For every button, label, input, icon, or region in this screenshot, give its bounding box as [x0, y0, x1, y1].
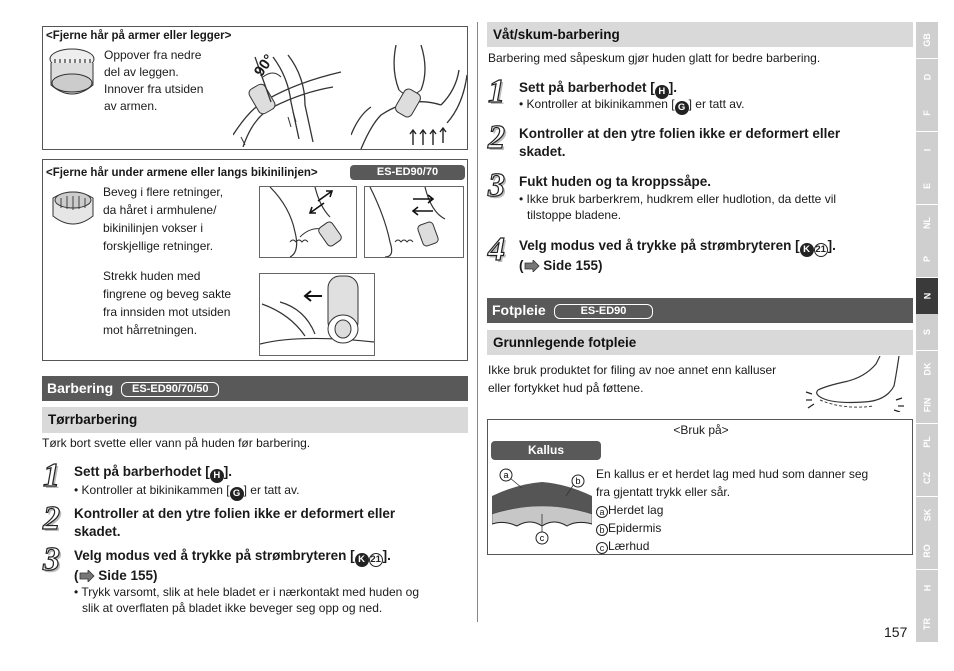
language-tab-h[interactable]: H — [916, 570, 938, 606]
language-tab-tr[interactable]: TR — [916, 606, 938, 642]
epilator-cap-illustration — [49, 186, 97, 232]
language-tab-gb[interactable]: GB — [916, 22, 938, 58]
dry-step-3: Velg modus ved å trykke på strømbryteren [ K 21 ]. ( Side 155) — [74, 548, 391, 583]
callus-badge: Kallus — [491, 441, 601, 460]
language-tab-nl[interactable]: NL — [916, 205, 938, 241]
power-switch-k-icon: K — [800, 243, 814, 257]
model-badge-ed90: ES-ED90 — [554, 304, 654, 319]
marker-c-label: c — [539, 533, 545, 543]
underarm-text-1: Beveg i flere retninger, da håret i armhulene/ bikinilinjen vokser i forskjellige retninger. — [103, 185, 224, 253]
skin-stretch-illustration — [259, 273, 375, 356]
language-tab-sk[interactable]: SK — [916, 497, 938, 533]
subheader-dry-shaving: Tørrbarbering — [42, 407, 468, 433]
underarm-illustration-1 — [259, 186, 357, 258]
barbering-title: Barbering — [47, 380, 114, 396]
language-tab-f[interactable]: F — [916, 95, 938, 131]
fotpleie-title: Fotpleie — [492, 302, 546, 318]
underarm-bikini-title: <Fjerne hår under armene eller langs bikinilinjen> — [46, 167, 318, 179]
language-tab-e[interactable]: E — [916, 168, 938, 204]
arms-legs-text: Oppover fra nedre del av leggen. Innover fra utsiden av armen. — [104, 48, 204, 113]
language-tab-n[interactable]: N — [916, 278, 938, 314]
wet-step-1: Sett på barberhodet [ H ]. — [519, 80, 678, 97]
dry-shaving-intro: Tørk bort svette eller vann på huden før barbering. — [42, 436, 311, 450]
arms-legs-title: <Fjerne hår på armer eller legger> — [46, 30, 232, 42]
language-tab-fin[interactable]: FIN — [916, 387, 938, 423]
wet-step-1-bullet: • Kontroller at bikinikammen [ G ] er tatt av. — [519, 97, 745, 113]
underarm-text-2: Strekk huden med fingrene og beveg sakte fra innsiden mot utsiden mot hårretningen. — [103, 269, 232, 337]
dry-step-1-bullet: • Kontroller at bikinikammen [ G ] er tatt av. — [74, 483, 300, 499]
subheader-wet-shaving: Våt/skum-barbering — [487, 22, 913, 47]
dry-step-3-bullet: • Trykk varsomt, slik at hele bladet er i nærkontakt med huden og slik at overflaten på bladet ikke beveger seg opp og ned. — [74, 585, 420, 615]
angle-label: 90° — [250, 51, 278, 80]
wet-step-2: Kontroller at den ytre folien ikke er deformert eller skadet. — [519, 126, 841, 159]
ref-21-icon: 21 — [370, 554, 381, 565]
arm-epilating-illustration — [351, 45, 467, 149]
model-badge-ed90-70: ES-ED90/70 — [350, 165, 465, 180]
language-tab-dk[interactable]: DK — [916, 351, 938, 387]
section-header-barbering — [42, 376, 468, 401]
legend-a: a Herdet lag — [596, 501, 868, 519]
wet-step-4: Velg modus ved å trykke på strømbryteren [ K 21 ]. ( Side 155) — [519, 238, 836, 273]
bikini-comb-g-icon: G — [675, 101, 689, 115]
dry-step-2: Kontroller at den ytre folien ikke er deformert eller skadet. — [74, 506, 396, 539]
marker-a-label: a — [503, 470, 509, 480]
arms-legs-box — [42, 26, 468, 150]
language-tabs — [916, 22, 938, 643]
language-tab-cz[interactable]: CZ — [916, 460, 938, 496]
head-h-icon: H — [655, 85, 669, 99]
wet-step-number-2: 2 — [488, 119, 505, 156]
step-number-3: 3 — [43, 541, 60, 578]
legend-b: b Epidermis — [596, 519, 868, 537]
language-tab-pl[interactable]: PL — [916, 424, 938, 460]
power-switch-k-icon: K — [355, 553, 369, 567]
language-tab-p[interactable]: P — [916, 241, 938, 277]
marker-b-label: b — [575, 476, 581, 486]
callus-description: En kallus er et herdet lag med hud som danner seg fra gjentatt trykk eller sår. a Herdet lag b Epidermis c Lærhud — [596, 467, 869, 553]
subheader-basic-footcare: Grunnlegende fotpleie — [487, 330, 913, 355]
wet-step-3-bullet: • Ikke bruk barberkrem, hudkrem eller hudlotion, da dette vil tilstoppe bladene. — [519, 192, 837, 222]
language-tab-i[interactable]: I — [916, 132, 938, 168]
wet-step-number-4: 4 — [488, 231, 505, 268]
callus-box — [487, 419, 913, 555]
language-tab-d[interactable]: D — [916, 59, 938, 95]
footcare-intro: Ikke bruk produktet for filing av noe annet enn kalluser eller fortykket hud på føttene. — [488, 363, 777, 395]
model-badge-ed90-70-50: ES-ED90/70/50 — [121, 382, 219, 397]
head-h-icon: H — [210, 469, 224, 483]
skin-layers-diagram — [492, 466, 592, 546]
page-ref-arrow-icon — [524, 260, 540, 272]
language-tab-s[interactable]: S — [916, 314, 938, 350]
leg-epilating-illustration — [233, 47, 343, 147]
wet-step-3: Fukt huden og ta kroppssåpe. — [519, 174, 712, 189]
foot-illustration — [804, 356, 912, 412]
legend-c: c Lærhud — [596, 537, 868, 555]
wet-step-number-3: 3 — [488, 167, 505, 204]
ref-21-icon: 21 — [815, 244, 826, 255]
use-on-heading: <Bruk på> — [673, 423, 729, 437]
dry-step-1: Sett på barberhodet [ H ]. — [74, 464, 233, 481]
language-tab-ro[interactable]: RO — [916, 533, 938, 569]
underarm-illustration-2 — [364, 186, 464, 258]
bikini-comb-g-icon: G — [230, 487, 244, 501]
step-number-2: 2 — [43, 500, 60, 537]
page-number: 157 — [884, 624, 908, 640]
page-ref-arrow-icon — [79, 570, 95, 582]
wet-step-number-1: 1 — [488, 73, 505, 110]
epilator-head-illustration — [47, 45, 97, 103]
wet-shaving-intro: Barbering med såpeskum gjør huden glatt for bedre barbering. — [488, 51, 821, 65]
section-header-fotpleie — [487, 298, 913, 323]
underarm-bikini-box — [42, 159, 468, 361]
step-number-1: 1 — [43, 457, 60, 494]
column-divider — [477, 22, 478, 622]
